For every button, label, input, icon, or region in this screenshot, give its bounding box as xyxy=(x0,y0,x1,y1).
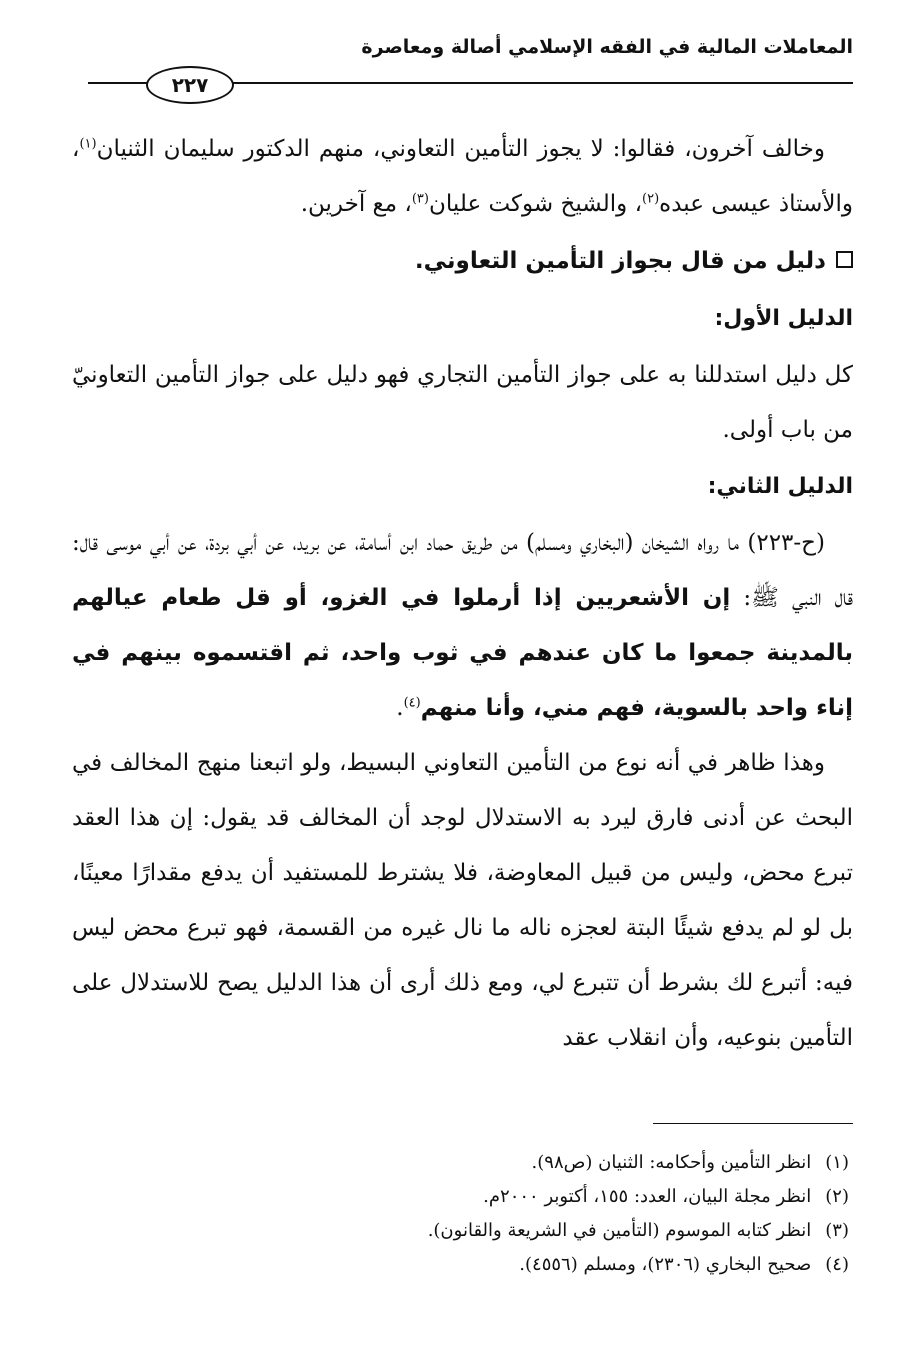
p1-part-c: ، والشيخ شوكت عليان xyxy=(428,191,643,217)
footnote-number: (٣) xyxy=(825,1220,849,1241)
footnote-ref-1: (١) xyxy=(79,136,97,152)
footnote-ref-2: (٢) xyxy=(642,191,660,207)
main-text xyxy=(72,122,853,1066)
footnote-text: صحيح البخاري (٢٣٠٦)، ومسلم (٤٥٥٦). xyxy=(519,1254,812,1275)
p1-part-a: وخالف آخرون، فقالوا: لا يجوز التأمين التعاوني، منهم الدكتور سليمان الثنيان xyxy=(96,136,825,162)
footnote-text: انظر كتابه الموسوم (التأمين في الشريعة والقانون). xyxy=(427,1220,812,1241)
footnote-4 xyxy=(72,1248,849,1282)
paragraph-opponents xyxy=(72,122,853,232)
p1-part-d: ، مع آخرين. xyxy=(300,191,412,217)
footnote-ref-4: (٤) xyxy=(403,695,421,711)
square-bullet-icon xyxy=(836,251,853,268)
footnote-ref-3: (٣) xyxy=(411,191,429,207)
running-title: المعاملات المالية في الفقه الإسلامي أصالة ومعاصرة xyxy=(361,36,853,58)
paragraph-discussion: وهذا ظاهر في أنه نوع من التأمين التعاوني البسيط، ولو اتبعنا منهج المخالف في البحث عن أدنى فارق ليرد به الاستدلال لوجد أن المخالف قد يقول: إن هذا العقد تبرع محض، وليس من قبيل المعاوضة، فلا يشترط للمستفيد أن يدفع مقدارًا معينًا، بل لو لم يدفع شيئًا البتة لعجزه ناله ما نال غيره من القسمة، فهو تبرع محض ليس فيه: أتبرع لك بشرط أن تتبرع لي، ومع ذلك أرى أن هذا الدليل يصح للاستدلال على التأمين بنوعيه، وأن انقلاب عقد xyxy=(72,750,854,1051)
p1-part-b: ، والأستاذ عيسى عبده xyxy=(72,136,853,217)
section-heading xyxy=(72,232,853,290)
footnote-text: انظر مجلة البيان، العدد: ١٥٥، أكتوبر ٢٠٠٠م. xyxy=(483,1186,812,1207)
footnote-number: (٤) xyxy=(825,1254,849,1275)
footnote-text: انظر التأمين وأحكامه: الثنيان (ص٩٨). xyxy=(531,1152,812,1173)
footnote-1 xyxy=(72,1146,849,1180)
footnotes xyxy=(72,1146,849,1282)
section-heading-text: دليل من قال بجواز التأمين التعاوني. xyxy=(414,248,826,274)
second-evidence-heading: الدليل الثاني: xyxy=(707,474,853,499)
paragraph-first-evidence: كل دليل استدللنا به على جواز التأمين التجاري فهو دليل على جواز التأمين التعاونيّ من باب أولى. xyxy=(72,362,853,443)
page-number: ٢٢٧ xyxy=(146,66,234,104)
hadith-text: إن الأشعريين إذا أرملوا في الغزو، أو قل طعام عيالهم بالمدينة جمعوا ما كان عندهم في ثوب واحد، ثم اقتسموه بينهم في إناء واحد بالسوية، فهم مني، وأنا منهم xyxy=(72,585,853,721)
footnote-2 xyxy=(72,1180,849,1214)
footnote-number: (١) xyxy=(825,1152,849,1173)
hadith-intro: (ح-٢٢٣) ما رواه الشيخان (البخاري ومسلم) من طريق حماد ابن أسامة، عن بريد، عن أبي بردة، عن أبي موسى قال: قال النبي ﷺ: xyxy=(72,530,854,611)
first-evidence-heading: الدليل الأول: xyxy=(714,306,853,331)
hadith-end: . xyxy=(396,695,404,721)
paragraph-hadith xyxy=(72,516,853,736)
footnote-number: (٢) xyxy=(825,1186,849,1207)
footnote-rule xyxy=(653,1123,853,1124)
footnote-3 xyxy=(72,1214,849,1248)
